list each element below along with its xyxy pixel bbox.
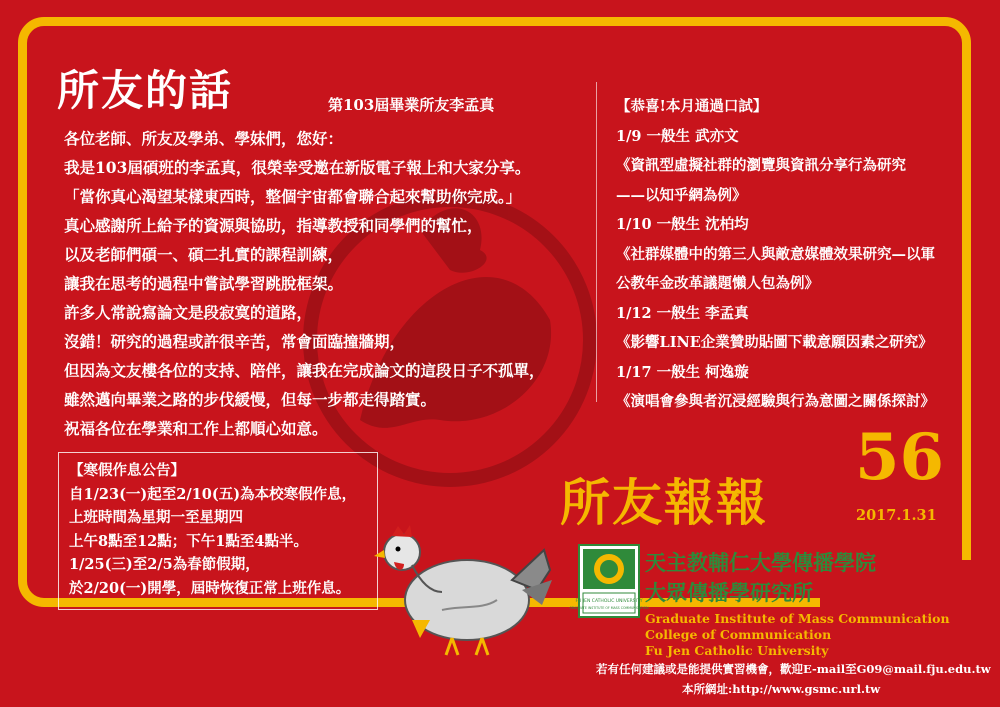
college-name-zh: 天主教輔仁大學傳播學院 [645,551,876,575]
institution-name-zh [645,548,876,608]
notice-line: 上班時間為星期一至星期四 [69,509,243,526]
page-title: 所友的話 [57,66,234,115]
letter-line: 讓我在思考的過程中嘗試學習跳脫框架。 [64,274,344,293]
notice-line: 上午8點至12點；下午1點至4點半。 [69,532,308,550]
letter-line: 「當你真心渴望某樣東西時，整個宇宙都會聯合起來幫助你完成。」 [64,187,522,206]
logo-text-bottom: GRADUATE INSTITUTE OF MASS COMMUNICATION [569,606,649,610]
contact-email-text: 若有任何建議或是能提供實習機會，歡迎E-mail至G09@mail.fju.edu.tw [596,662,991,676]
newsletter-name: 所友報報 [560,474,768,532]
website-link[interactable]: 本所網址:http://www.gsmc.url.tw [682,682,881,696]
oral-exam-line: 公教年金改革議題懶人包為例》 [616,275,819,292]
letter-line: 許多人常說寫論文是段寂寞的道路， [64,303,313,322]
rooster-illustration-icon [372,520,557,660]
oral-exam-line: 《資訊型虛擬社群的瀏覽與資訊分享行為研究 [616,157,906,174]
alumni-letter [64,124,584,443]
letter-line: 真心感謝所上給予的資源與協助，指導教授和同學們的幫忙， [64,216,483,235]
institute-logo-icon [569,544,649,618]
author-byline: 第103屆畢業所友李孟真 [328,96,495,114]
college-name-en: College of Communication [645,627,832,642]
oral-exam-line: 1/9 一般生 武亦文 [616,127,739,145]
issue-date: 2017.1.31 [856,507,937,524]
letter-line: 雖然邁向畢業之路的步伐緩慢，但每一步都走得踏實。 [64,390,437,409]
notice-line: 1/25(三)至2/5為春節假期， [69,556,260,573]
notice-line: 自1/23(一)起至2/10(五)為本校寒假作息， [69,485,357,503]
logo-text-top: FU JEN CATHOLIC UNIVERSITY [575,599,643,604]
letter-line: 各位老師、所友及學弟、學妹們，您好： [64,129,344,148]
institute-name-en: Graduate Institute of Mass Communication [645,611,950,626]
institute-name-zh: 大眾傳播學研究所 [645,581,813,605]
oral-exam-list [616,92,966,417]
notice-heading: 【寒假作息公告】 [69,462,185,479]
letter-line: 以及老師們碩一、碩二扎實的課程訓練， [64,245,344,264]
letter-line: 沒錯！研究的過程或許很辛苦，常會面臨撞牆期， [64,332,406,351]
oral-exam-line: ——以知乎網為例》 [616,186,747,204]
oral-exam-line: 1/12 一般生 李孟真 [616,304,749,322]
oral-exam-line: 1/10 一般生 沈柏均 [616,216,749,233]
institution-name-en [645,611,950,659]
winter-break-notice [58,452,378,610]
university-name-en: Fu Jen Catholic University [645,643,829,658]
letter-line: 我是103屆碩班的李孟真，很榮幸受邀在新版電子報上和大家分享。 [64,158,531,177]
issue-number: 56 [855,420,945,495]
oral-exam-line: 《演唱會參與者沉浸經驗與行為意圖之關係探討》 [616,393,935,410]
letter-line: 祝福各位在學業和工作上都順心如意。 [64,419,328,438]
notice-line: 於2/20(一)開學，屆時恢復正常上班作息。 [69,579,351,597]
column-divider [596,82,597,402]
letter-line: 但因為文友樓各位的支持、陪伴，讓我在完成論文的這段日子不孤單， [64,361,545,380]
oral-exam-line: 《社群媒體中的第三人與敵意媒體效果研究—以軍 [616,245,935,263]
oral-exam-line: 1/17 一般生 柯逸璇 [616,363,749,381]
oral-exam-heading: 【恭喜!本月通過口試】 [616,98,768,115]
oral-exam-line: 《影響LINE企業贊助貼圖下載意願因素之研究》 [616,334,933,351]
